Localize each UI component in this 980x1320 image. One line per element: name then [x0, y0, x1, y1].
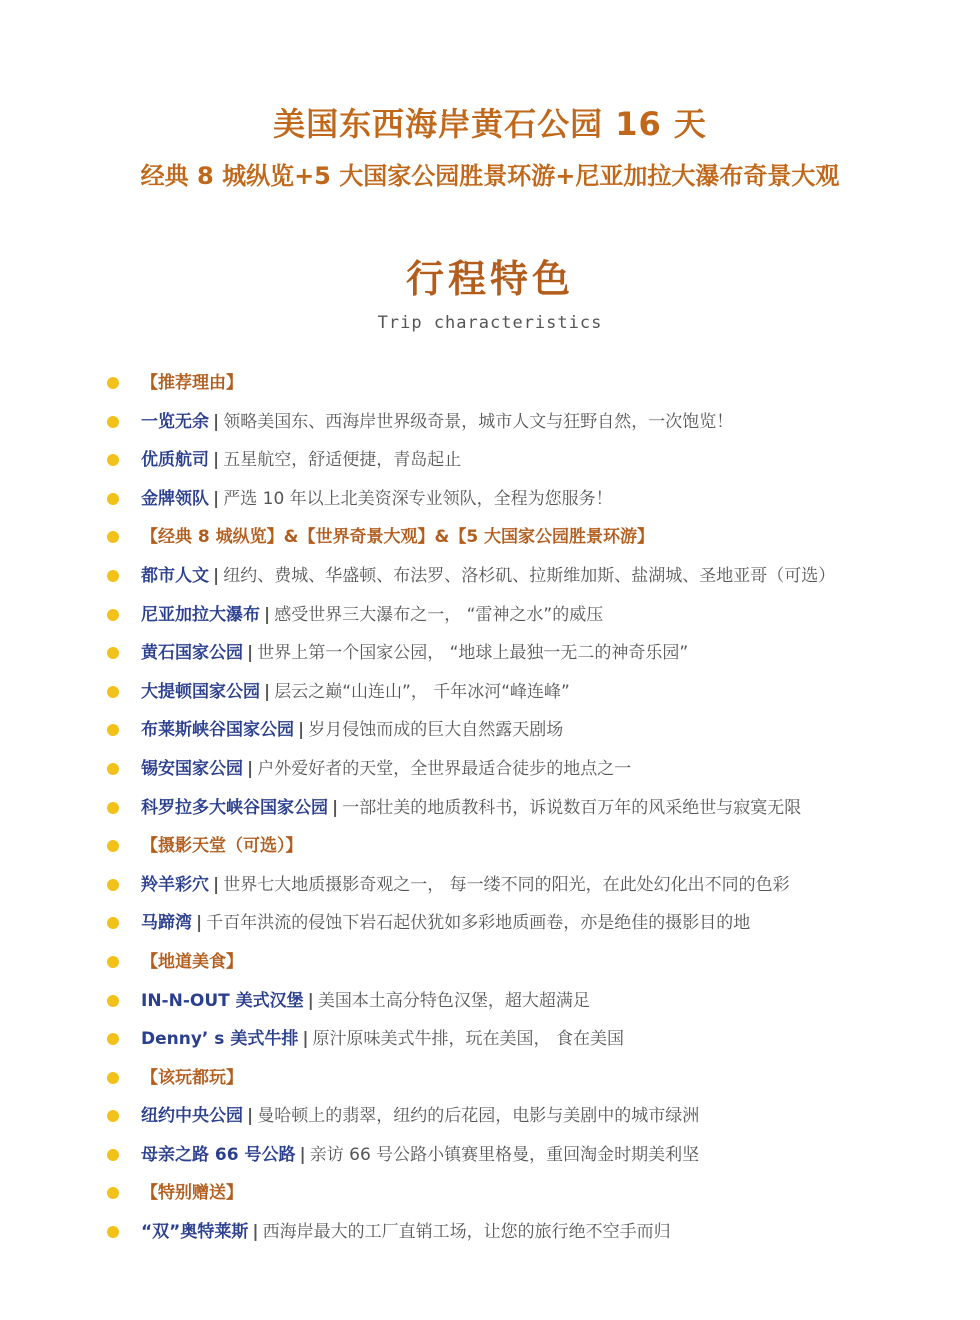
list-item [0, 1097, 980, 1136]
category-heading: 【经典 8 城纵览】&【世界奇景大观】&【5 大国家公园胜景环游】 [141, 527, 655, 548]
bullet-icon [107, 802, 119, 814]
feature-term: 一览无余 [141, 411, 209, 432]
item-text [141, 441, 461, 480]
item-text [141, 1136, 699, 1175]
feature-term: 羚羊彩穴 [141, 874, 209, 895]
feature-description: 纽约、费城、华盛顿、布法罗、洛杉矶、拉斯维加斯、盐湖城、圣地亚哥（可选） [223, 565, 836, 586]
feature-description: 美国本土高分特色汉堡，超大超满足 [317, 990, 590, 1011]
bullet-icon [107, 647, 119, 659]
feature-term: 优质航司 [141, 450, 209, 471]
feature-term: 大提顿国家公园 [141, 681, 260, 702]
item-text [141, 982, 590, 1021]
feature-term: “双”奥特莱斯 [141, 1222, 249, 1243]
item-text [141, 518, 654, 557]
feature-description: 层云之巅“山连山”， 千年冰河“峰连峰” [274, 681, 570, 702]
list-heading [0, 518, 980, 557]
feature-description: 感受世界三大瀑布之一， “雷神之水”的威压 [274, 604, 604, 625]
item-text [141, 1097, 699, 1136]
feature-term: 科罗拉多大峡谷国家公园 [141, 797, 328, 818]
feature-description: 千百年洪流的侵蚀下岩石起伏犹如多彩地质画卷，亦是绝佳的摄影目的地 [206, 913, 751, 934]
item-text [141, 557, 835, 596]
list-heading [0, 364, 980, 403]
section-subtitle: Trip characteristics [377, 313, 603, 333]
list-item [0, 866, 980, 905]
feature-description: 曼哈顿上的翡翠，纽约的后花园，电影与美剧中的城市绿洲 [257, 1106, 700, 1127]
list-item [0, 711, 980, 750]
separator: | [247, 1106, 254, 1127]
separator: | [213, 565, 220, 586]
bullet-icon [107, 454, 119, 466]
separator: | [252, 1222, 259, 1243]
feature-term: 马蹄湾 [141, 913, 192, 934]
bullet-icon [107, 840, 119, 852]
feature-description: 世界七大地质摄影奇观之一， 每一缕不同的阳光，在此处幻化出不同的色彩 [223, 874, 790, 895]
page-title: 美国东西海岸黄石公园 16 天 [273, 105, 707, 143]
item-text [141, 634, 688, 673]
bullet-icon [107, 416, 119, 428]
feature-description: 西海岸最大的工厂直销工场，让您的旅行绝不空手而归 [262, 1222, 671, 1243]
separator: | [247, 643, 254, 664]
item-text [141, 711, 563, 750]
separator: | [213, 488, 220, 509]
item-text [141, 827, 303, 866]
separator: | [332, 797, 339, 818]
item-text [141, 403, 733, 442]
bullet-icon [107, 1110, 119, 1122]
list-item [0, 1020, 980, 1059]
item-text [141, 1213, 671, 1252]
separator: | [298, 720, 305, 741]
feature-term: 纽约中央公园 [141, 1106, 243, 1127]
feature-list [0, 364, 980, 1252]
item-text [141, 866, 790, 905]
bullet-icon [107, 995, 119, 1007]
bullet-icon [107, 763, 119, 775]
separator: | [213, 874, 220, 895]
list-item [0, 673, 980, 712]
item-text [141, 1174, 243, 1213]
section-title: 行程特色 [405, 257, 574, 301]
item-text [141, 480, 613, 519]
bullet-icon [107, 1149, 119, 1161]
item-text [141, 1020, 624, 1059]
feature-term: 尼亚加拉大瀑布 [141, 604, 260, 625]
feature-term: 锡安国家公园 [141, 758, 243, 779]
list-item [0, 1136, 980, 1175]
list-item [0, 480, 980, 519]
list-item [0, 982, 980, 1021]
bullet-icon [107, 879, 119, 891]
bullet-icon [107, 1226, 119, 1238]
list-heading [0, 827, 980, 866]
list-heading [0, 943, 980, 982]
feature-term: 金牌领队 [141, 488, 209, 509]
item-text [141, 1059, 243, 1098]
bullet-icon [107, 1072, 119, 1084]
list-item [0, 557, 980, 596]
list-item [0, 441, 980, 480]
feature-description: 领略美国东、西海岸世界级奇景，城市人文与狂野自然，一次饱览！ [223, 411, 734, 432]
separator: | [213, 411, 220, 432]
category-heading: 【该玩都玩】 [141, 1067, 243, 1088]
separator: | [302, 1029, 309, 1050]
feature-description: 岁月侵蚀而成的巨大自然露天剧场 [308, 720, 564, 741]
category-heading: 【推荐理由】 [141, 373, 243, 393]
list-item [0, 904, 980, 943]
list-heading [0, 1174, 980, 1213]
item-text [141, 596, 603, 635]
bullet-icon [107, 956, 119, 968]
list-item [0, 750, 980, 789]
feature-description: 严选 10 年以上北美资深专业领队，全程为您服务！ [223, 488, 613, 509]
category-heading: 【摄影天堂（可选）】 [141, 836, 303, 857]
bullet-icon [107, 1033, 119, 1045]
bullet-icon [107, 493, 119, 505]
feature-term: IN-N-OUT 美式汉堡 [141, 990, 304, 1011]
bullet-icon [107, 686, 119, 698]
feature-description: 世界上第一个国家公园， “地球上最独一无二的神奇乐园” [257, 643, 689, 664]
feature-description: 原汁原味美式牛排，玩在美国， 食在美国 [312, 1029, 624, 1050]
feature-term: 都市人文 [141, 565, 209, 586]
item-text [141, 750, 631, 789]
list-item [0, 634, 980, 673]
separator: | [196, 913, 203, 934]
item-text [141, 673, 570, 712]
feature-description: 五星航空，舒适便捷，青岛起止 [223, 450, 462, 471]
feature-term: Denny’ s 美式牛排 [141, 1029, 299, 1050]
item-text [141, 789, 801, 828]
separator: | [264, 681, 271, 702]
feature-description: 一部壮美的地质教科书，诉说数百万年的风采绝世与寂寞无限 [342, 797, 802, 818]
separator: | [299, 1144, 306, 1165]
bullet-icon [107, 1187, 119, 1199]
list-item [0, 1213, 980, 1252]
feature-term: 布莱斯峡谷国家公园 [141, 720, 294, 741]
page-subtitle: 经典 8 城纵览+5 大国家公园胜景环游+尼亚加拉大瀑布奇景大观 [140, 162, 840, 190]
list-item [0, 403, 980, 442]
category-heading: 【特别赠送】 [141, 1183, 243, 1204]
feature-term: 母亲之路 66 号公路 [141, 1144, 296, 1165]
separator: | [307, 990, 314, 1011]
feature-description: 亲访 66 号公路小镇赛里格曼，重回淘金时期美利坚 [309, 1144, 700, 1165]
bullet-icon [107, 609, 119, 621]
feature-description: 户外爱好者的天堂，全世界最适合徒步的地点之一 [257, 758, 632, 779]
separator: | [264, 604, 271, 625]
list-item [0, 789, 980, 828]
separator: | [247, 758, 254, 779]
category-heading: 【地道美食】 [141, 951, 243, 972]
item-text [141, 943, 243, 982]
bullet-icon [107, 377, 119, 389]
item-text [141, 364, 243, 403]
list-heading [0, 1059, 980, 1098]
bullet-icon [107, 917, 119, 929]
list-item [0, 596, 980, 635]
feature-term: 黄石国家公园 [141, 643, 243, 664]
bullet-icon [107, 724, 119, 736]
separator: | [213, 450, 220, 471]
item-text [141, 904, 750, 943]
bullet-icon [107, 531, 119, 543]
bullet-icon [107, 570, 119, 582]
